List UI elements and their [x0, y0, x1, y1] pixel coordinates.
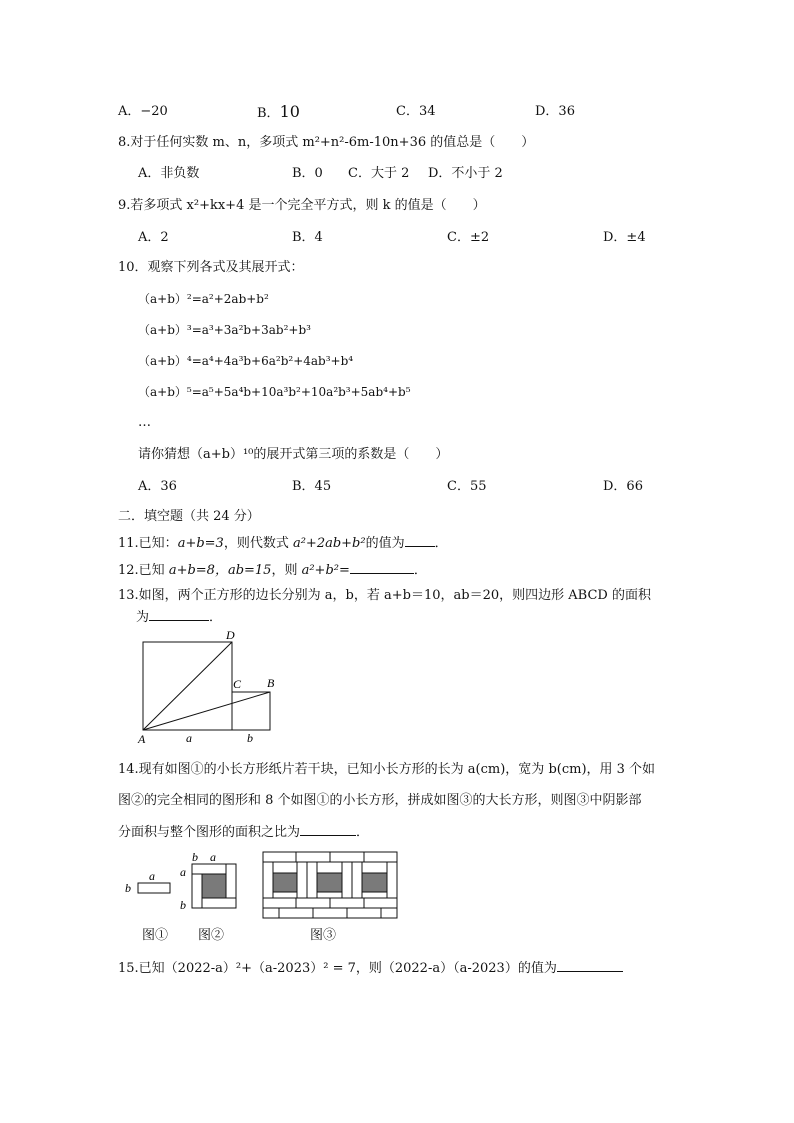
q10-expansion-2: （a+b）²=a²+2ab+b²	[138, 292, 269, 306]
q13-label-c: C	[233, 677, 242, 691]
q13-suffix: ．	[209, 610, 223, 625]
q15-text: 15.已知（2022-a）²+（a-2023）² = 7，则（2022-a）（a-2023）的值为	[118, 961, 557, 976]
q15	[118, 959, 623, 978]
q9-option-a: A．2	[138, 230, 169, 245]
q11: 11.已知：a+b=3，则代数式 a²+2ab+b²的值为 ．	[118, 536, 448, 551]
q13-line1: 13.如图，两个正方形的边长分别为 a，b，若 a+b＝10，ab＝20，则四边形 ABCD 的面积	[118, 588, 651, 603]
q13-line2	[136, 608, 222, 627]
q14-fig1-caption: 图①	[142, 928, 169, 943]
q11-expr: a²+2ab+b²	[292, 536, 366, 551]
q10-question: 请你猜想（a+b）¹⁰的展开式第三项的系数是（ ）	[138, 447, 449, 462]
q7-option-b	[257, 103, 300, 123]
q14-fig2-dim-a-top: a	[210, 850, 216, 864]
q14-fig2-dim-a-left: a	[180, 865, 186, 879]
q14-answer-blank[interactable]	[300, 823, 356, 836]
q13-answer-blank[interactable]	[149, 608, 209, 621]
q12	[118, 561, 427, 580]
q10-option-a: A．36	[138, 479, 177, 494]
q12-cond: a+b=8，ab=15	[168, 563, 272, 578]
q10-option-b: B．45	[292, 479, 332, 494]
q10-stem: 10．观察下列各式及其展开式：	[118, 260, 304, 275]
q13-label-d: D	[226, 628, 235, 642]
q14-line1: 14.现有如图①的小长方形纸片若干块，已知小长方形的长为 a(cm)，宽为 b(cm)，用 3 个如	[118, 762, 656, 777]
q12-answer-blank[interactable]	[350, 561, 414, 574]
section-title: 二．填空题（共 24 分）	[118, 509, 260, 524]
q7-option-b-label: B．	[257, 106, 280, 121]
q11-answer-blank[interactable]	[405, 534, 435, 547]
q9-stem: 9.若多项式 x²+kx+4 是一个完全平方式，则 k 的值是（ ）	[118, 198, 486, 213]
q10-option-d: D．66	[603, 479, 643, 494]
q11-cond: a+b=3	[177, 536, 224, 551]
q12-expr: a²+b²=	[301, 563, 350, 578]
q14-figure-2	[176, 848, 240, 914]
q11-suffix: 的值为	[365, 536, 405, 551]
q10-expansion-5: （a+b）⁵=a⁵+5a⁴b+10a³b²+10a²b³+5ab⁴+b⁵	[138, 385, 411, 399]
q10-ellipsis: …	[138, 415, 151, 430]
q14-fig2-left-rect	[192, 874, 202, 908]
q7-option-d: D．36	[535, 104, 575, 119]
q13-label-a: A	[138, 732, 146, 746]
q14-suffix: ．	[356, 825, 370, 840]
q14-fig2-top-rect	[192, 864, 226, 874]
q7-option-c: C．34	[396, 104, 436, 119]
q8-option-b: B．0	[292, 166, 323, 181]
q13-dim-a: a	[186, 731, 192, 745]
q8-option-c: C．大于 2	[348, 166, 410, 181]
q8-option-a: A．非负数	[138, 166, 200, 181]
q15-answer-blank[interactable]	[557, 959, 623, 972]
q9-option-c: C．±2	[447, 230, 490, 245]
q13-figure	[130, 626, 290, 748]
q14-figure-3	[262, 851, 399, 920]
q11-mid: ，则代数式	[223, 536, 293, 551]
q14-line3-text: 分面积与整个图形的面积之比为	[118, 825, 301, 840]
q14-fig3-caption: 图③	[310, 928, 337, 943]
q13-label-b: B	[267, 676, 275, 690]
q13-dim-b: b	[247, 731, 253, 745]
q14-fig2-shaded-square	[202, 874, 226, 898]
q14-line2: 图②的完全相同的图形和 8 个如图①的小长方形，拼成如图③的大长方形，则图③中阴影部	[118, 793, 642, 808]
q7-option-a: A．−20	[118, 104, 168, 119]
q14-fig2-dim-b: b	[192, 850, 198, 864]
q14-line3	[118, 823, 369, 842]
q14-figure-1	[118, 866, 178, 902]
q14-fig3-unit-1	[263, 862, 307, 898]
q10-expansion-4: （a+b）⁴=a⁴+4a³b+6a²b²+4ab³+b⁴	[138, 354, 354, 368]
q11-prefix: 11.已知：	[118, 536, 178, 551]
q12-mid: ，则	[271, 563, 302, 578]
q7-option-b-value: 10	[279, 102, 300, 121]
q14-fig1-dim-b: b	[125, 881, 131, 895]
q8-stem: 8.对于任何实数 m、n，多项式 m²+n²-6m-10n+36 的值总是（ ）	[118, 135, 535, 150]
q8-option-d: D．不小于 2	[428, 166, 503, 181]
q12-prefix: 12.已知	[118, 563, 169, 578]
q10-expansion-3: （a+b）³=a³+3a²b+3ab²+b³	[138, 323, 311, 337]
q13-line2-text: 为	[136, 610, 150, 625]
q10-option-c: C．55	[447, 479, 487, 494]
q14-fig2-right-rect	[226, 864, 236, 898]
q14-fig2-caption: 图②	[198, 928, 225, 943]
q14-fig3-unit-2	[307, 862, 352, 898]
q14-fig1-rect	[138, 883, 170, 893]
q14-fig1-dim-a: a	[149, 869, 155, 883]
q14-fig2-bottom-rect	[202, 898, 236, 908]
q14-fig2-dim-b-left: b	[180, 898, 186, 912]
q9-option-b: B．4	[292, 230, 323, 245]
q12-suffix: ．	[413, 563, 427, 578]
q14-fig3-unit-3	[352, 862, 397, 898]
q9-option-d: D．±4	[603, 230, 646, 245]
